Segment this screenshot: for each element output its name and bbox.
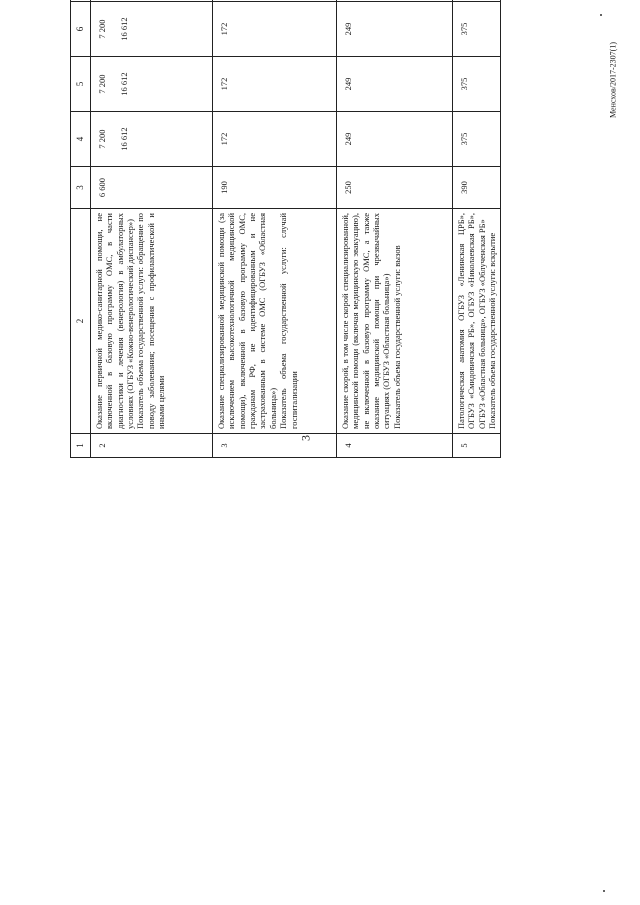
value-col-4 bbox=[91, 112, 213, 167]
document-reference: Менсхов/2017-2307(1) bbox=[608, 42, 618, 118]
service-name: Патологическая анатомия ОГБУЗ «Ленинская ЦРБ», ОГБУЗ «Смидовичская РБ», ОГБУЗ «Николаевская РБ», ОГБУЗ «Областная больница», ОГБУЗ «Облученская РБ» bbox=[456, 213, 487, 429]
table-row bbox=[337, 0, 453, 458]
row-number: 2 bbox=[91, 434, 213, 458]
service-name: Оказание специализированной медицинской помощи (за исключением высокотехнологичной медицинской помощи), включенной в базовую программу ОМС, гражданам РФ, не идентифицированным и не застрахованным в системе ОМС (ОГБУЗ «Областная больница») bbox=[216, 213, 278, 429]
value-col-5: 249 bbox=[337, 57, 453, 112]
value-col-4: 172 bbox=[213, 112, 337, 167]
service-description bbox=[213, 209, 337, 434]
value-col-7 bbox=[337, 0, 453, 2]
service-name: Оказание скорой, в том числе скорой специализированной, медицинской помощи (включая медицинскую эвакуацию), не включенной в базовую программу ОМС, а также оказание медицинской помощи при чрезвычайных ситуациях (ОГБУЗ «Областная больница») bbox=[340, 213, 392, 429]
scan-speck bbox=[600, 14, 602, 16]
table-row bbox=[453, 0, 501, 458]
value-col-7 bbox=[213, 0, 337, 2]
value-line: 7 200 bbox=[97, 74, 107, 94]
value-col-3: 390 bbox=[453, 167, 501, 209]
scan-speck bbox=[603, 890, 605, 892]
header-cell: 1 bbox=[71, 434, 91, 458]
header-cell bbox=[71, 0, 91, 2]
value-col-3: 190 bbox=[213, 167, 337, 209]
value-col-6: 249 bbox=[337, 2, 453, 57]
rotated-table-sheet bbox=[70, 0, 500, 458]
page-number: 3 bbox=[298, 435, 313, 441]
value-col-7 bbox=[91, 0, 213, 2]
value-col-7 bbox=[453, 0, 501, 2]
value-col-4: 375 bbox=[453, 112, 501, 167]
header-cell: 6 bbox=[71, 2, 91, 57]
value-col-6: 375 bbox=[453, 2, 501, 57]
value-line: 7 200 bbox=[97, 129, 107, 149]
value-line: 16 612 bbox=[119, 17, 130, 41]
budget-table bbox=[70, 0, 501, 458]
row-number: 5 bbox=[453, 434, 501, 458]
value-col-3: 6 600 bbox=[91, 167, 213, 209]
value-line: 16 612 bbox=[119, 72, 130, 96]
volume-indicator: Показатель объема государственной услуги: случай госпитализации bbox=[278, 213, 299, 429]
value-col-6 bbox=[91, 2, 213, 57]
volume-indicator: Показатель объема государственной услуги: вызов bbox=[391, 245, 402, 429]
row-number: 4 bbox=[337, 434, 453, 458]
service-description bbox=[453, 209, 501, 434]
value-line: 16 612 bbox=[119, 127, 130, 151]
table-row bbox=[91, 0, 213, 458]
row-number: 3 bbox=[213, 434, 337, 458]
value-col-4: 249 bbox=[337, 112, 453, 167]
header-cell: 3 bbox=[71, 167, 91, 209]
value-col-5 bbox=[91, 57, 213, 112]
header-cell: 2 bbox=[71, 209, 91, 434]
service-description bbox=[91, 209, 213, 434]
volume-indicator: Показатель объема государственной услуги: обращение по поводу заболевания; посещения с профилактической и иными целями bbox=[135, 213, 167, 429]
value-col-6: 172 bbox=[213, 2, 337, 57]
service-name: Оказание первичной медико-санитарной помощи, не включенной в базовую программу ОМС, в части диагностики и лечения (венерология) в амбулаторных условиях (ОГБУЗ «Кожно-венерологический диспансер») bbox=[94, 213, 136, 429]
value-col-3: 250 bbox=[337, 167, 453, 209]
header-cell: 4 bbox=[71, 112, 91, 167]
value-col-5: 375 bbox=[453, 57, 501, 112]
table-row bbox=[213, 0, 337, 458]
volume-indicator: Показатель объема государственной услуги: вскрытие bbox=[487, 232, 498, 429]
service-description bbox=[337, 209, 453, 434]
value-line: 7 200 bbox=[97, 19, 107, 39]
value-col-5: 172 bbox=[213, 57, 337, 112]
header-cell: 5 bbox=[71, 57, 91, 112]
header-row bbox=[71, 0, 91, 458]
